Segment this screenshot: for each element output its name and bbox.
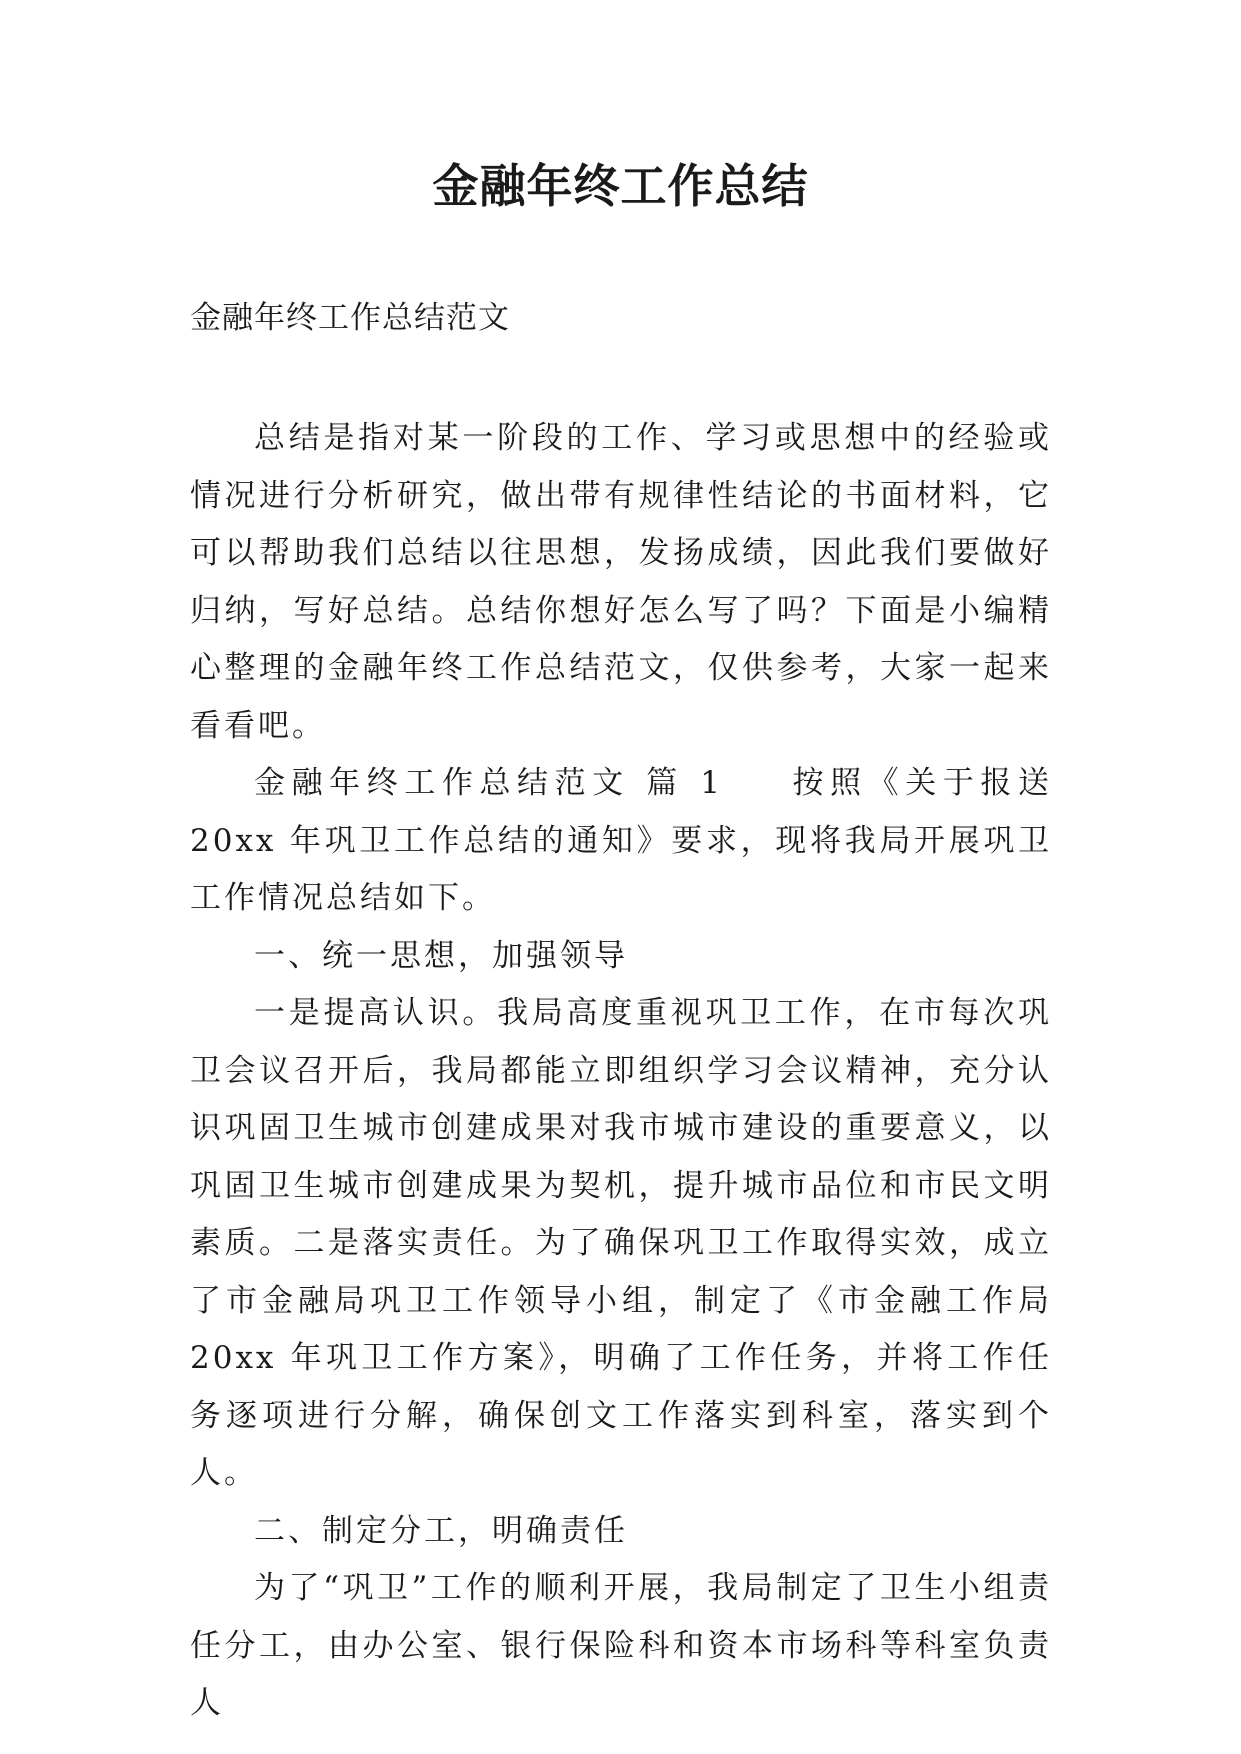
intro-paragraph: 总结是指对某一阶段的工作、学习或思想中的经验或情况进行分析研究，做出带有规律性结论的书面材料，它可以帮助我们总结以往思想，发扬成绩，因此我们要做好归纳，写好总结。总结你想好怎么写了吗？下面是小编精心整理的金融年终工作总结范文，仅供参考，大家一起来看看吧。 <box>190 420 1052 744</box>
section-paragraph-1: 一是提高认识。我局高度重视巩卫工作，在市每次巩卫会议召开后，我局都能立即组织学习会议精神，充分认识巩固卫生城市创建成果对我市城市建设的重要意义，以巩固卫生城市创建成果为契机，提升城市品位和市民文明素质。二是落实责任。为了确保巩卫工作取得实效，成立了市金融局巩卫工作领导小组，制定了《市金融工作局 20xx 年巩卫工作方案》，明确了工作任务，并将工作任务逐项进行分解，确保创文工作落实到科室，落实到个人。 <box>190 995 1052 1491</box>
section-heading-1: 一、统一思想，加强领导 <box>254 937 628 974</box>
document-body <box>190 410 1052 1733</box>
piece-heading: 金融年终工作总结范文 篇 1 <box>254 765 723 801</box>
piece-paragraph <box>190 755 1052 928</box>
document-subtitle: 金融年终工作总结范文 <box>190 300 510 336</box>
piece-lead-text: 按照《关于报送 20xx 年巩卫工作总结的通知》要求，现将我局开展巩卫工作情况总结如下。 <box>190 765 1052 916</box>
section-paragraph-2: 为了“巩卫”工作的顺利开展，我局制定了卫生小组责任分工，由办公室、银行保险科和资本市场科等科室负责人 <box>190 1570 1052 1721</box>
document-title: 金融年终工作总结 <box>432 159 809 213</box>
section-heading-2: 二、制定分工，明确责任 <box>254 1512 628 1549</box>
